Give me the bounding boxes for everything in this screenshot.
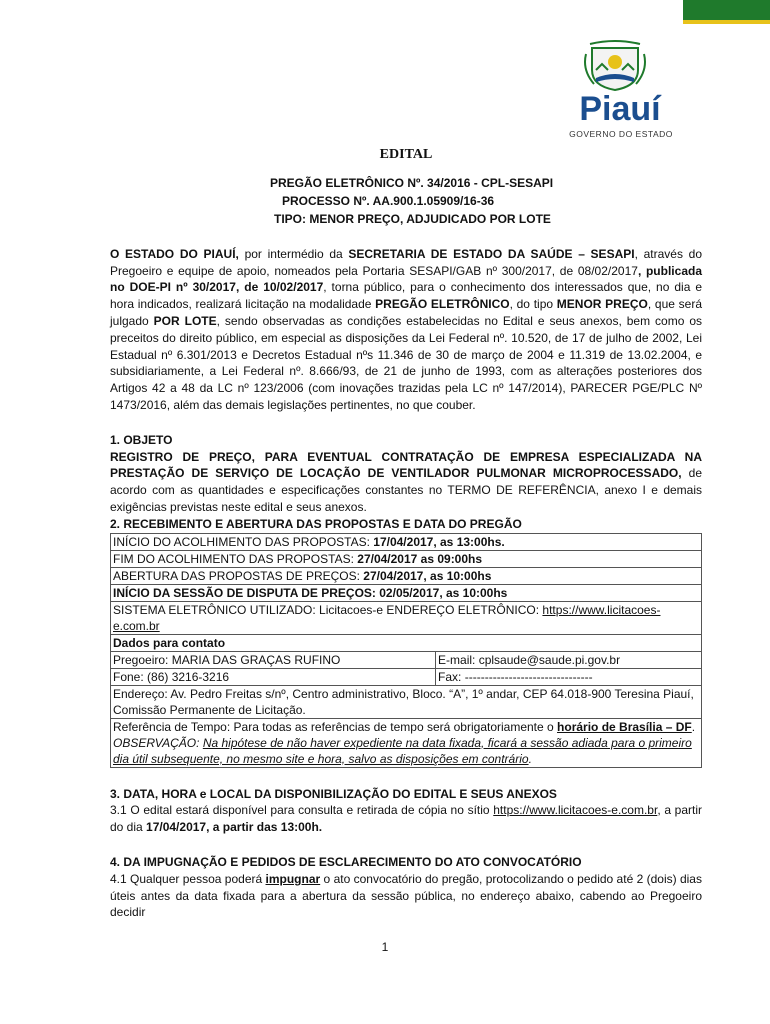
table-row: Referência de Tempo: Para todas as referências de tempo será obrigatoriamente o horário de Brasília – DF. OBSERVAÇÃO: Na hipótese de não haver expediente na data fixada, ficará a sessão adiada para o primeiro dia útil subsequente, no mesmo site e hora, salvo as disposições em contrário.: [111, 718, 702, 767]
fax-cell: Fax: --------------------------------: [436, 668, 702, 685]
state-crest-icon: [582, 40, 648, 92]
endereco-cell: Endereço: Av. Pedro Freitas s/nº, Centro administrativo, Bloco. “A”, 1º andar, CEP 64.018-900 Teresina Piauí, Comissão Permanente de Licitação.: [111, 685, 702, 718]
section-3-heading: 3. DATA, HORA e LOCAL DA DISPONIBILIZAÇÃO DO EDITAL E SEUS ANEXOS: [110, 786, 557, 801]
pregoeiro-cell: Pregoeiro: MARIA DAS GRAÇAS RUFINO: [111, 651, 436, 668]
licitacoes-link-2[interactable]: https://www.licitacoes-e.com.br: [493, 803, 658, 818]
table-row: FIM DO ACOLHIMENTO DAS PROPOSTAS: 27/04/2017 as 09:00hs: [111, 550, 702, 567]
section-4-heading: 4. DA IMPUGNAÇÃO E PEDIDOS DE ESCLARECIMENTO DO ATO CONVOCATÓRIO: [110, 854, 582, 869]
table-row: SISTEMA ELETRÔNICO UTILIZADO: Licitacoes-e ENDEREÇO ELETRÔNICO: https://www.licitacoes-e.com.br: [111, 601, 702, 634]
table-row: INÍCIO DO ACOLHIMENTO DAS PROPOSTAS: 17/04/2017, as 13:00hs.: [111, 533, 702, 550]
page-number: 1: [381, 940, 389, 954]
document-body: [110, 142, 702, 921]
section-1-text: REGISTRO DE PREÇO, PARA EVENTUAL CONTRATAÇÃO DE EMPRESA ESPECIALIZADA NA PRESTAÇÃO DE SERVIÇO DE LOCAÇÃO DE VENTILADOR PULMONAR MICROPROCESSADO, de acordo com as quantidades e especificações constantes no TERMO DE REFERÊNCIA, anexo I e demais exigências previstas neste edital e seus anexos.: [110, 449, 703, 514]
table-row: ABERTURA DAS PROPOSTAS DE PREÇOS: 27/04/2017, as 10:00hs: [111, 567, 702, 584]
table-row: Dados para contato: [111, 634, 702, 651]
document-title: EDITAL: [379, 147, 433, 162]
intro-paragraph: O ESTADO DO PIAUÍ, por intermédio da SECRETARIA DE ESTADO DA SAÚDE – SESAPI, através do Pregoeiro e equipe de apoio, nomeados pela Portaria SESAPI/GAB nº 300/2017, de 08/02/2017, publicada no DOE-PI nº 30/2017, de 10/02/2017, torna público, para o conhecimento dos interessados que, no dia e hora indicados, realizará licitação na modalidade PREGÃO ELETRÔNICO, do tipo MENOR PREÇO, que será julgado POR LOTE, sendo observadas as condições estabelecidas no Edital e seus anexos, bem como os preceitos do direito público, em especial as disposições da Lei Federal nº. 10.520, de 17 de julho de 2002, Lei Estadual nº 6.301/2013 e Decretos Estadual nºs 11.346 de 30 de março de 2004 e 11.319 de 13.02.2004, e subsidiariamente, a Lei Federal nº. 8.666/93, de 21 de junho de 1993, com as alterações posteriores dos Artigos 42 a 48 da LC nº 123/2006 (com inovações trazidas pela LC nº 147/2014), PARECER PGE/PLC Nº 1473/2016, além das demais legislações pertinentes, no que couber.: [110, 246, 703, 412]
logo-subtitle: GOVERNO DO ESTADO: [569, 129, 673, 139]
section-2-heading: 2. RECEBIMENTO E ABERTURA DAS PROPOSTAS E DATA DO PREGÃO: [110, 516, 522, 531]
header-line-pregao: PREGÃO ELETRÔNICO Nº. 34/2016 - CPL-SESAPI: [270, 175, 554, 190]
table-row: [111, 668, 702, 685]
document-header: [270, 174, 702, 228]
table-row: [111, 651, 702, 668]
email-cell: E-mail: cplsaude@saude.pi.gov.br: [436, 651, 702, 668]
schedule-table: [110, 533, 702, 768]
piaui-logo: [560, 40, 680, 140]
section-1-heading: 1. OBJETO: [110, 432, 173, 447]
header-yellow-bar: [683, 20, 770, 24]
header-line-processo: PROCESSO Nº. AA.900.1.05909/16-36: [282, 193, 495, 208]
fone-cell: Fone: (86) 3216-3216: [111, 668, 436, 685]
logo-wordmark: Piauí: [579, 90, 661, 128]
table-row: [111, 685, 702, 718]
header-line-tipo: TIPO: MENOR PREÇO, ADJUDICADO POR LOTE: [274, 211, 551, 226]
section-4-text: 4.1 Qualquer pessoa poderá impugnar o ato convocatório do pregão, protocolizando o pedido até 2 (dois) dias úteis antes da data fixada para a abertura da sessão pública, no endereço abaixo, cabendo ao Pregoeiro decidir: [110, 871, 702, 920]
licitacoes-link[interactable]: https://www.licitacoes-e.com.br: [113, 602, 661, 633]
section-3-text: 3.1 O edital estará disponível para consulta e retirada de cópia no sítio https://www.licitacoes-e.com.br, a partir do dia 17/04/2017, a partir das 13:00h.: [110, 803, 702, 835]
header-green-bar: [683, 0, 770, 20]
table-row: INÍCIO DA SESSÃO DE DISPUTA DE PREÇOS: 02/05/2017, as 10:00hs: [111, 584, 702, 601]
